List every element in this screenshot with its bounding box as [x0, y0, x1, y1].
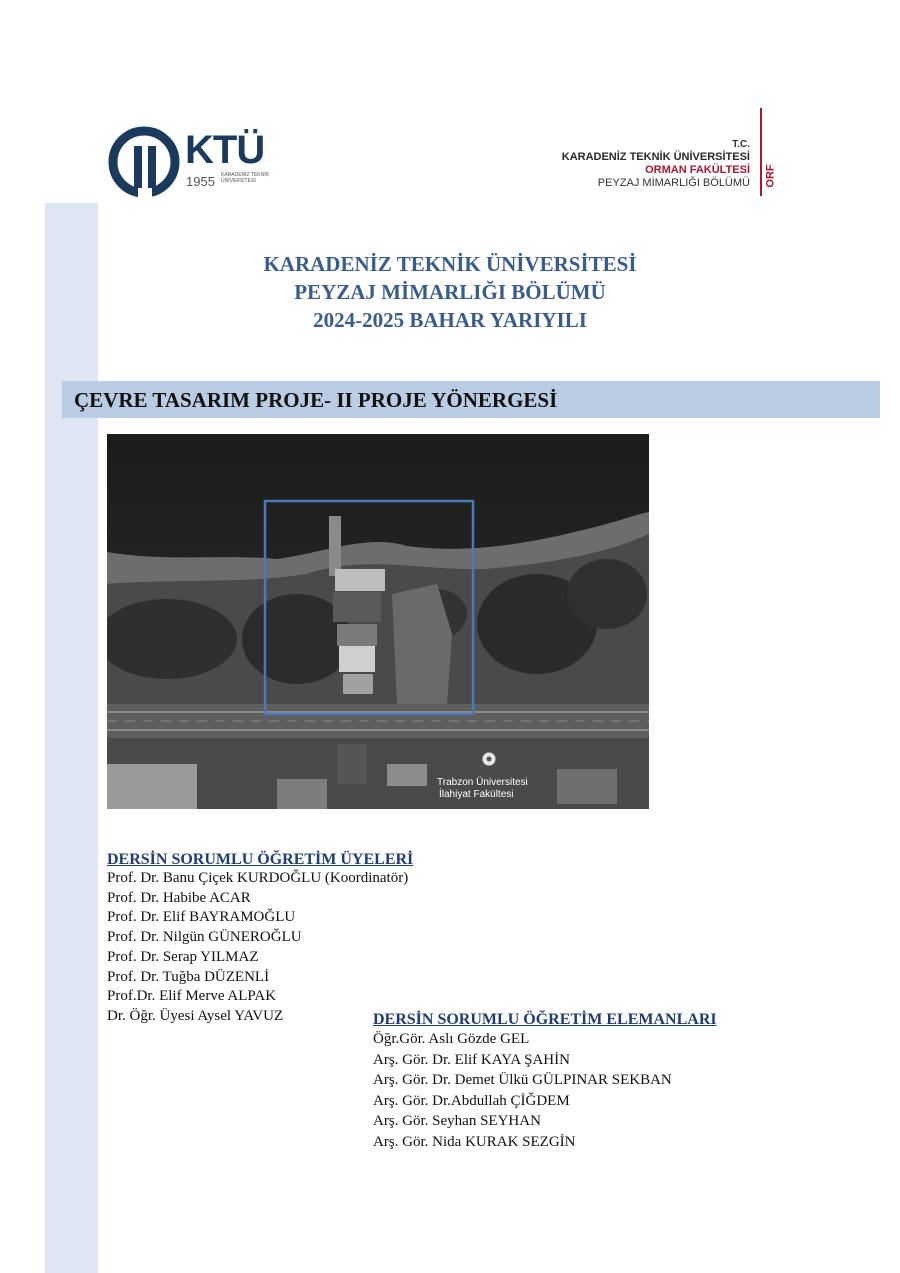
staff-member: Arş. Gör. Dr.Abdullah ÇİĞDEM — [373, 1092, 570, 1109]
faculty-member: Prof. Dr. Nilgün GÜNEROĞLU — [107, 929, 302, 946]
ktu-subtitle: KARADENİZ TEKNİK ÜNİVERSİTESİ — [221, 172, 269, 184]
faculty-logo-department: PEYZAJ MİMARLIĞI BÖLÜMÜ — [597, 177, 750, 189]
title-line-university: KARADENİZ TEKNİK ÜNİVERSİTESİ — [263, 252, 637, 276]
faculty-logo — [540, 108, 780, 198]
faculty-member: Prof. Dr. Tuğba DÜZENLİ — [107, 968, 270, 985]
title-line-semester: 2024-2025 BAHAR YARIYILI — [313, 308, 587, 332]
faculty-logo-divider — [760, 108, 762, 196]
faculty-logo-faculty: ORMAN FAKÜLTESİ — [645, 164, 750, 176]
satellite-image — [107, 434, 649, 809]
staff-member: Öğr.Gör. Aslı Gözde GEL — [373, 1031, 530, 1047]
faculty-member: Prof. Dr. Serap YILMAZ — [107, 948, 259, 965]
faculty-heading: DERSİN SORUMLU ÖĞRETİM ÜYELERİ — [107, 851, 414, 868]
faculty-member: Prof. Dr. Banu Çiçek KURDOĞLU (Koordinatör) — [107, 870, 409, 886]
faculty-member: Prof. Dr. Habibe ACAR — [107, 889, 251, 906]
staff-member: Arş. Gör. Seyhan SEYHAN — [373, 1113, 541, 1130]
faculty-logo-university: KARADENİZ TEKNİK ÜNİVERSİTESİ — [561, 151, 750, 163]
faculty-member: Prof.Dr. Elif Merve ALPAK — [107, 988, 277, 1005]
faculty-logo-tc: T.C. — [732, 139, 750, 150]
banner-title: ÇEVRE TASARIM PROJE- II PROJE YÖNERGESİ — [74, 388, 558, 412]
faculty-section — [107, 851, 413, 1027]
staff-member: Arş. Gör. Dr. Demet Ülkü GÜLPINAR SEKBAN — [373, 1072, 672, 1089]
ktu-emblem-icon — [108, 122, 180, 200]
faculty-logo-mark: ORF — [764, 164, 777, 188]
title-line-department: PEYZAJ MİMARLIĞI BÖLÜMÜ — [294, 280, 606, 304]
ktu-wordmark: KTÜ — [185, 128, 265, 172]
project-banner — [62, 381, 880, 418]
staff-section — [373, 1011, 717, 1153]
faculty-member: Dr. Öğr. Üyesi Aysel YAVUZ — [107, 1007, 284, 1024]
faculty-list — [107, 869, 413, 1027]
map-label-line1: Trabzon Üniversitesi — [437, 777, 528, 788]
map-label-line2: İlahiyat Fakültesi — [439, 789, 514, 800]
ktu-logo — [108, 122, 278, 204]
satellite-photo — [107, 434, 649, 809]
side-band — [45, 203, 98, 1273]
document-title — [0, 250, 900, 334]
ktu-year: 1955 — [186, 174, 215, 189]
staff-list — [373, 1029, 717, 1153]
faculty-member: Prof. Dr. Elif BAYRAMOĞLU — [107, 909, 296, 926]
staff-member: Arş. Gör. Nida KURAK SEZGİN — [373, 1133, 576, 1150]
staff-member: Arş. Gör. Dr. Elif KAYA ŞAHİN — [373, 1051, 570, 1068]
staff-heading: DERSİN SORUMLU ÖĞRETİM ELEMANLARI — [373, 1011, 717, 1028]
